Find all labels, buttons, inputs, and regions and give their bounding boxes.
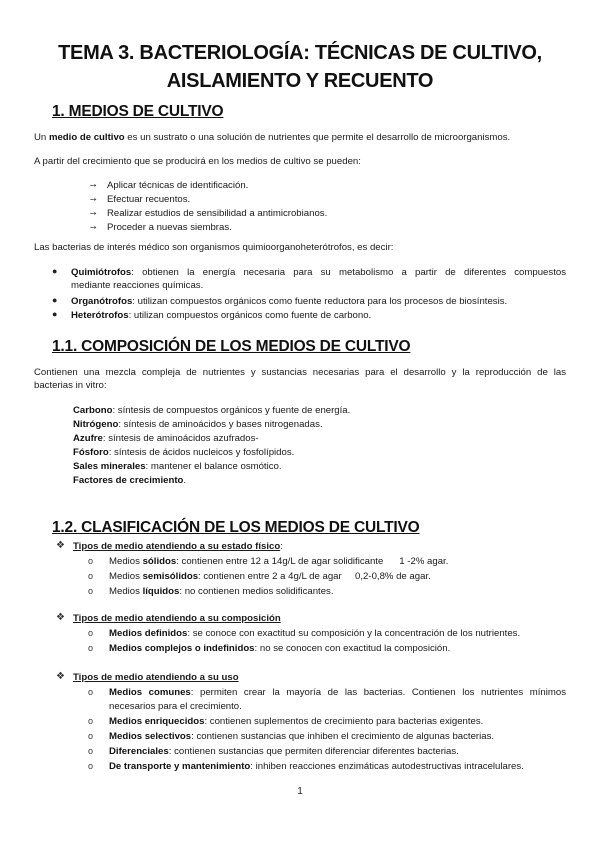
classification-group-title: [56, 671, 239, 684]
definition-term: medio de cultivo: [48, 132, 125, 143]
classification-item: [88, 555, 449, 568]
component-item: [73, 474, 186, 487]
classification-item: [88, 585, 334, 598]
page-number: 1: [297, 786, 303, 797]
item-term: Medios comunes: [109, 687, 191, 698]
item-term: Medios complejos o indefinidos: [109, 643, 255, 654]
diamond-bullet-icon: ❖: [56, 612, 65, 623]
item-term: semisólidos: [142, 571, 199, 582]
medio-de-cultivo-definition: [34, 131, 566, 144]
growth-list-item: [90, 207, 328, 220]
bacteria-type-term: Heterótrofos: [71, 310, 129, 321]
classification-item: [88, 686, 566, 699]
component-item: [73, 404, 350, 417]
item-desc: : se conoce con exactitud su composición y la concentración de los nutrientes.: [187, 628, 521, 639]
component-desc: : mantener el balance osmótico.: [145, 461, 282, 472]
item-desc: : contienen sustancias que permiten diferenciar diferentes bacterias.: [168, 746, 459, 757]
component-term: Fósforo: [73, 447, 109, 458]
section-1-heading: 1. MEDIOS DE CULTIVO: [52, 103, 224, 120]
circle-bullet-icon: o: [88, 716, 94, 726]
growth-list-item: [90, 193, 191, 206]
definition-prefix: Un: [34, 132, 49, 143]
composition-intro-line-2: bacterias in vitro:: [34, 380, 107, 391]
item-term: Medios selectivos: [109, 731, 192, 742]
document-title-line-2: AISLAMIENTO Y RECUENTO: [166, 70, 434, 92]
item-term: líquidos: [142, 586, 180, 597]
circle-bullet-icon: o: [88, 586, 94, 596]
group-title-suffix: :: [280, 541, 283, 552]
classification-item: [88, 627, 521, 640]
component-item: [73, 446, 294, 459]
circle-bullet-icon: o: [88, 761, 94, 771]
arrow-bullet-icon: ➙: [90, 223, 97, 232]
component-term: Carbono: [73, 405, 113, 416]
growth-list-item: [90, 179, 249, 192]
classification-item: [88, 642, 451, 655]
arrow-bullet-icon: ➙: [90, 181, 97, 190]
growth-item-text: Efectuar recuentos.: [107, 194, 191, 205]
circle-bullet-icon: o: [88, 628, 94, 638]
bacteria-type-item: [52, 309, 372, 322]
circle-bullet-icon: o: [88, 643, 94, 653]
bacteria-type-desc: : utilizan compuestos orgánicos como fuente reductora para los procesos de biosíntesis.: [132, 296, 508, 307]
dot-bullet-icon: ●: [52, 295, 58, 305]
component-term: Nitrógeno: [73, 419, 119, 430]
component-desc: : síntesis de aminoácidos azufrados-: [102, 433, 259, 444]
section-1-1-heading: 1.1. COMPOSICIÓN DE LOS MEDIOS DE CULTIVO: [52, 338, 411, 355]
classification-group-title: [56, 540, 283, 553]
circle-bullet-icon: o: [88, 731, 94, 741]
growth-item-text: Realizar estudios de sensibilidad a antimicrobianos.: [107, 208, 328, 219]
document-title-line-1: TEMA 3. BACTERIOLOGÍA: TÉCNICAS DE CULTIVO,: [58, 42, 542, 64]
growth-intro: A partir del crecimiento que se producirá en los medios de cultivo se pueden:: [34, 156, 361, 167]
bacteria-type-continuation: mediante reacciones químicas.: [71, 280, 204, 291]
section-1-2-heading: 1.2. CLASIFICACIÓN DE LOS MEDIOS DE CULTIVO: [52, 519, 420, 536]
definition-text: es un sustrato o una solución de nutrientes que permite el desarrollo de microorganismos.: [124, 132, 511, 143]
growth-list-item: [90, 221, 232, 234]
item-desc: : no se conocen con exactitud la composición.: [254, 643, 451, 654]
growth-item-text: Proceder a nuevas siembras.: [107, 222, 232, 233]
dot-bullet-icon: ●: [52, 309, 58, 319]
item-term: Diferenciales: [109, 746, 169, 757]
item-desc: : contienen entre 12 a 14g/L de agar solidificante 1 -2% agar.: [176, 556, 449, 567]
component-item: [73, 432, 259, 445]
component-item: [73, 418, 323, 431]
component-term: Azufre: [73, 433, 103, 444]
group-title-text: Tipos de medio atendiendo a su estado físico: [73, 541, 281, 552]
arrow-bullet-icon: ➙: [90, 195, 97, 204]
circle-bullet-icon: o: [88, 746, 94, 756]
growth-item-text: Aplicar técnicas de identificación.: [107, 180, 249, 191]
component-term: Factores de crecimiento: [73, 475, 184, 486]
component-desc: : síntesis de aminoácidos y bases nitrogenadas.: [118, 419, 323, 430]
item-term: sólidos: [142, 556, 177, 567]
item-desc: : inhiben reacciones enzimáticas autodestructivas intracelulares.: [250, 761, 524, 772]
diamond-bullet-icon: ❖: [56, 540, 65, 551]
item-desc: : no contienen medios solidificantes.: [179, 586, 334, 597]
item-prefix: Medios: [109, 571, 143, 582]
item-desc: : contienen sustancias que inhiben el crecimiento de algunas bacterias.: [191, 731, 495, 742]
classification-group-title: [56, 612, 281, 625]
circle-bullet-icon: o: [88, 571, 94, 581]
dot-bullet-icon: ●: [52, 266, 58, 276]
component-item: [73, 460, 282, 473]
bacteria-type-desc: : obtienen la energía necesaria para su metabolismo a partir de diferentes compuestos: [131, 267, 566, 278]
group-title-text: Tipos de medio atendiendo a su composición: [73, 613, 281, 624]
classification-item-continuation: necesarios para el crecimiento.: [109, 701, 242, 712]
composition-intro-line-1: Contienen una mezcla compleja de nutrientes y sustancias necesarias para el desarrollo y la reproducción de las: [34, 367, 566, 378]
item-desc: : permiten crear la mayoría de las bacterias. Contienen los nutrientes mínimos: [190, 687, 566, 698]
item-desc: : contienen entre 2 a 4g/L de agar 0,2-0,8% de agar.: [198, 571, 431, 582]
bacteria-intro: Las bacterias de interés médico son organismos quimioorganoheterótrofos, es decir:: [34, 242, 394, 253]
bacteria-type-term: Quimiótrofos: [71, 267, 132, 278]
arrow-bullet-icon: ➙: [90, 209, 97, 218]
component-desc: .: [183, 475, 187, 486]
circle-bullet-icon: o: [88, 556, 94, 566]
item-term: De transporte y mantenimiento: [109, 761, 251, 772]
component-desc: : síntesis de compuestos orgánicos y fuente de energía.: [112, 405, 351, 416]
item-prefix: Medios: [109, 556, 143, 567]
classification-item: [88, 730, 495, 743]
classification-item: [88, 715, 484, 728]
classification-item: [88, 760, 524, 773]
bacteria-type-item: [52, 295, 508, 308]
classification-item: [88, 745, 459, 758]
circle-bullet-icon: o: [88, 687, 94, 697]
item-term: Medios enriquecidos: [109, 716, 205, 727]
item-term: Medios definidos: [109, 628, 188, 639]
item-prefix: Medios: [109, 586, 143, 597]
item-desc: : contienen suplementos de crecimiento para bacterias exigentes.: [204, 716, 484, 727]
group-title-text: Tipos de medio atendiendo a su uso: [73, 672, 239, 683]
component-desc: : síntesis de ácidos nucleicos y fosfolípidos.: [108, 447, 295, 458]
component-term: Sales minerales: [73, 461, 146, 472]
bacteria-type-desc: : utilizan compuestos orgánicos como fuente de carbono.: [128, 310, 372, 321]
bacteria-type-item: [52, 266, 566, 279]
classification-item: [88, 570, 431, 583]
bacteria-type-term: Organótrofos: [71, 296, 133, 307]
diamond-bullet-icon: ❖: [56, 671, 65, 682]
